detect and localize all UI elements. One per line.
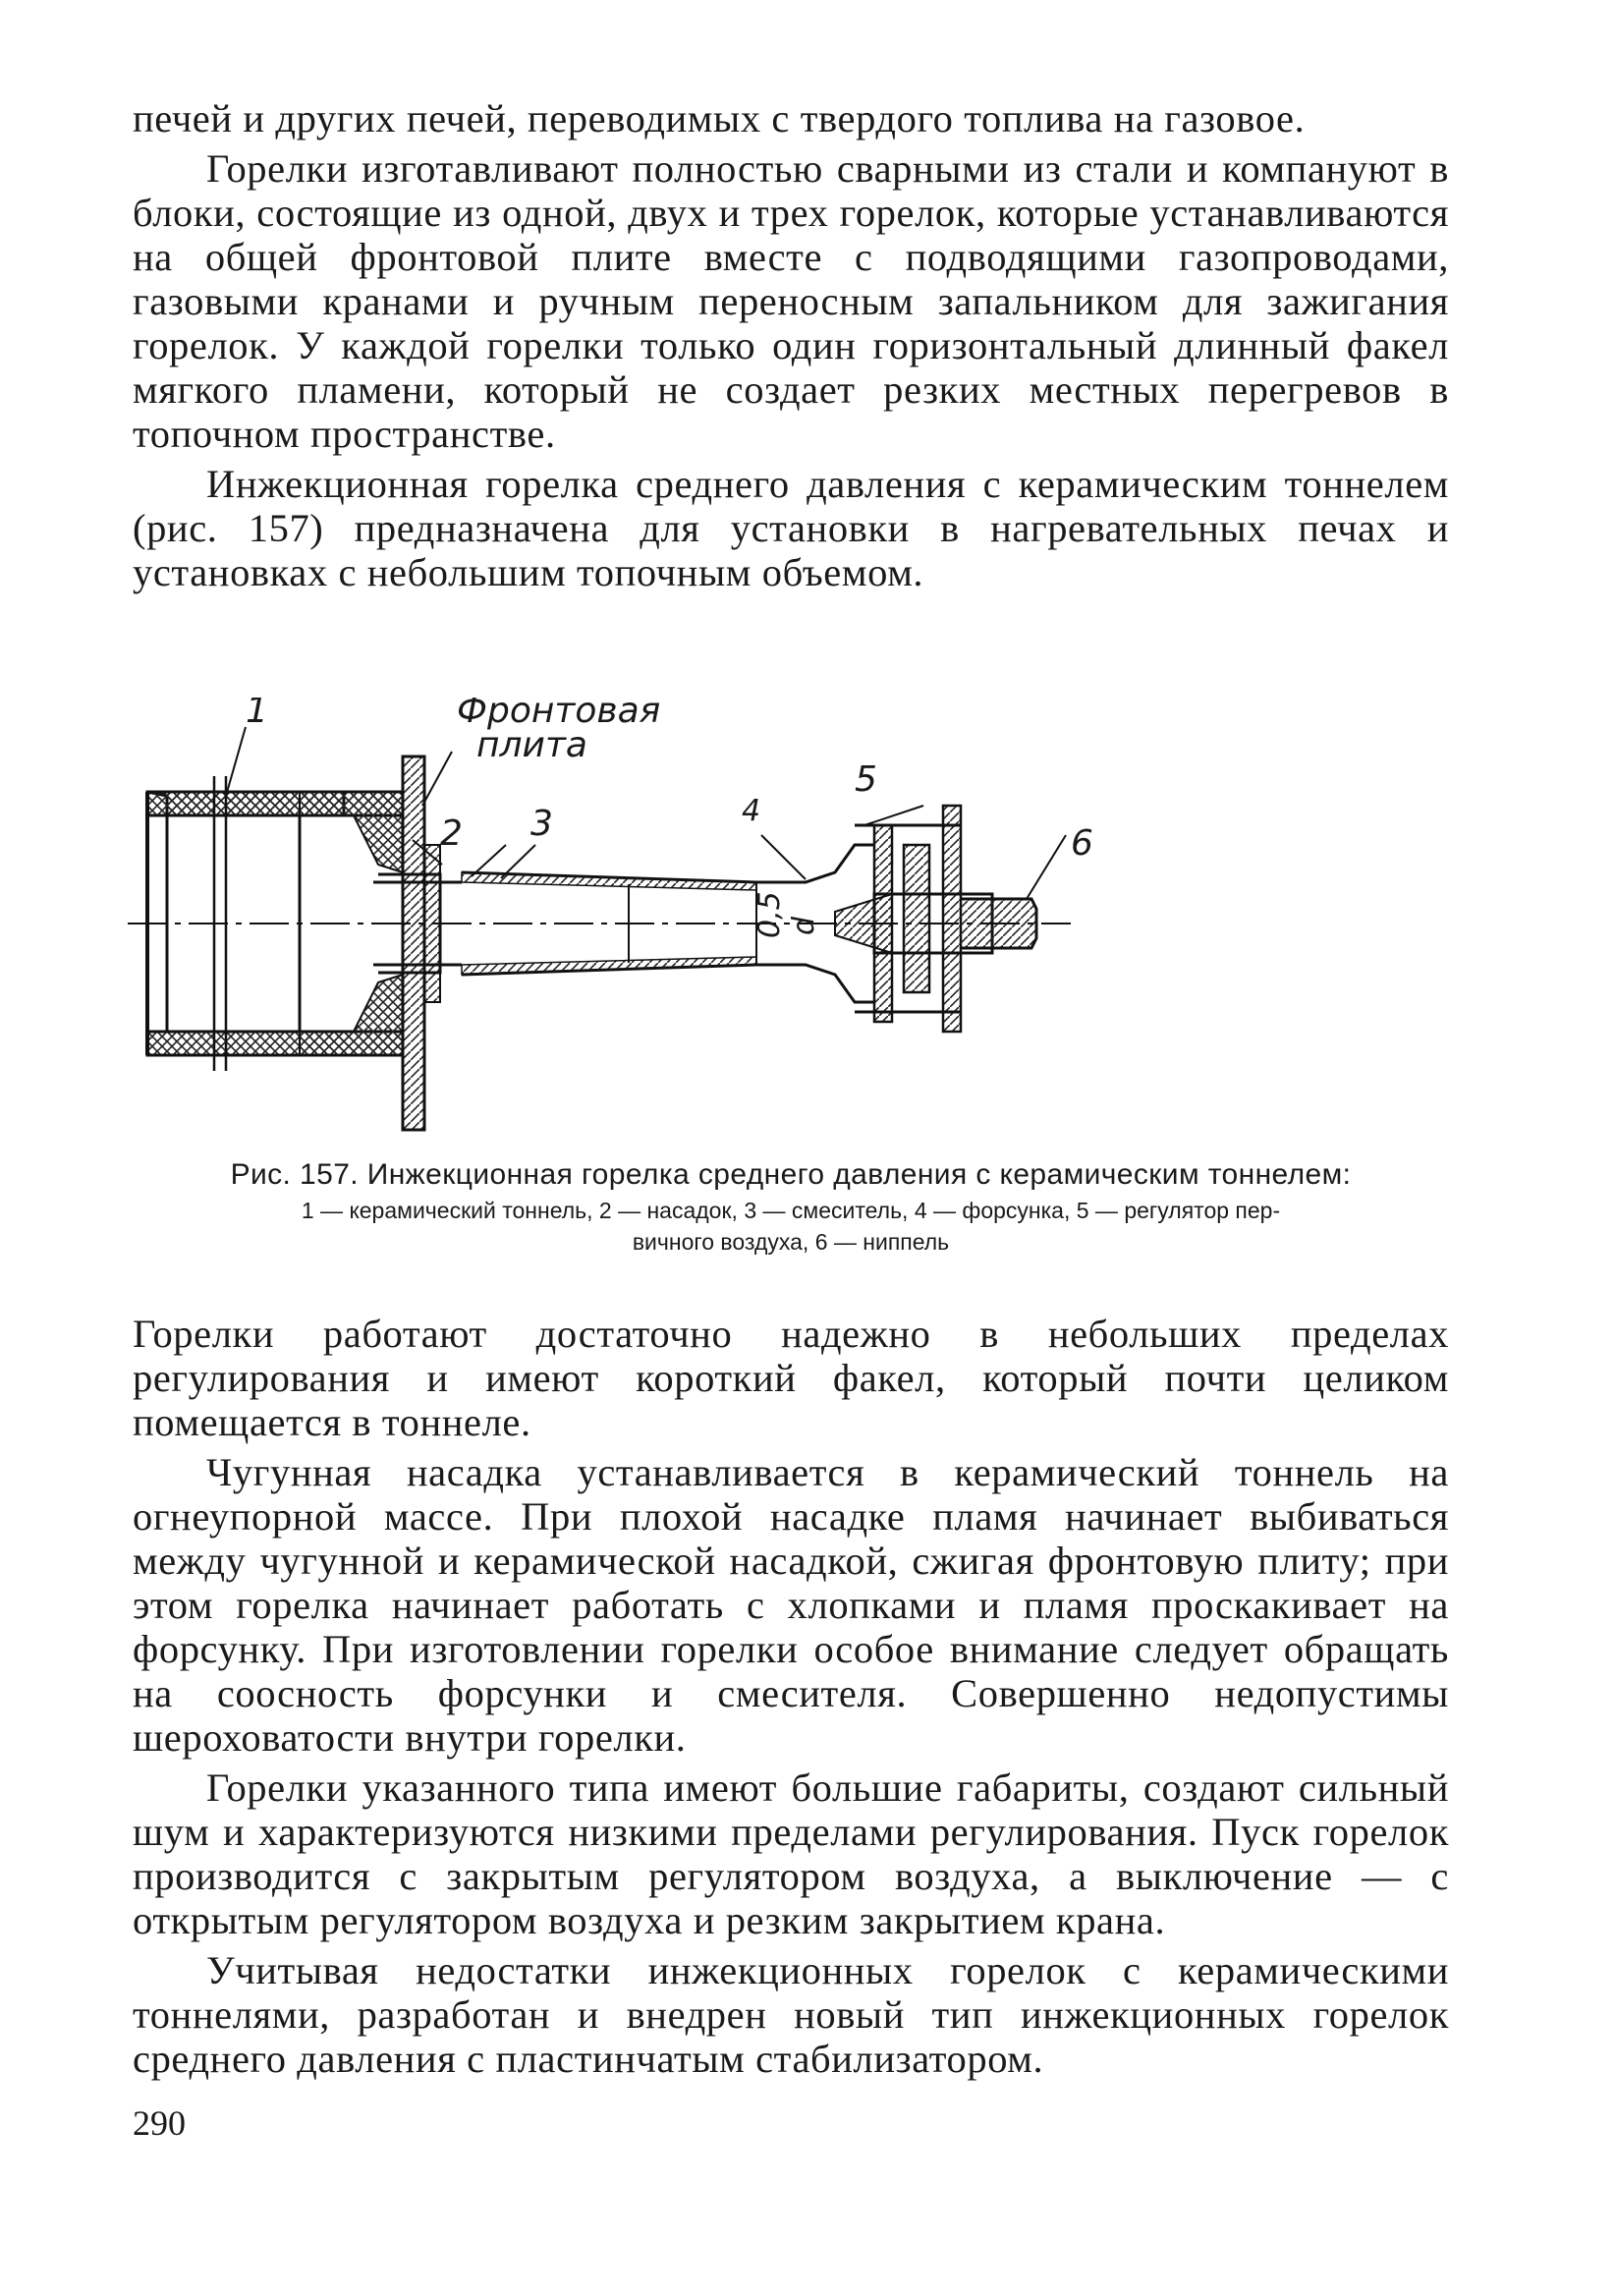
dimension-label-d: d [787,916,821,935]
figure-caption [133,1157,1449,1256]
label-front-plate-2: плита [476,725,587,765]
paragraph: печей и других печей, переводимых с твердого топлива на газовое. [133,96,1306,140]
bottom-text-block [133,1312,1449,2081]
label-6: 6 [1071,823,1093,864]
page-number: 290 [133,2103,186,2143]
label-4: 4 [742,794,761,828]
label-5: 5 [855,759,877,800]
burner-drawing [128,698,1464,1149]
paragraph: Учитывая недостатки инжекционных горелок с керамическими тоннелями, разработан и внедрен новый тип инжекционных горелок среднего давления с пластинчатым стабилизатором. [133,1948,1449,2081]
label-front-plate-1: Фронтовая [457,698,661,731]
paragraph: Чугунная насадка устанавливается в керамический тоннель на огнеупорной массе. При плохой насадке пламя начинает выбиваться между чугунной и керамической насадкой, сжигая фронтовую плиту; при этом горелка начинает работать с хлопками и пламя проскакивает на форсунку. При изготовлении горелки особое внимание следует обращать на соосность форсунки и смесителя. Совершенно недопустимы шероховатости внутри горелки. [133,1450,1449,1760]
caption-legend: 1 — керамический тоннель, 2 — насадок, 3 — смеситель, 4 — форсунка, 5 — регулятор пер- [301,1198,1281,1223]
dimension-label: 0,5 [752,891,787,938]
top-text-block [133,96,1449,594]
paragraph: Горелки указанного типа имеют большие габариты, создают сильный шум и характеризуются низкими пределами регулирования. Пуск горелок производится с закрытым регулятором воздуха, а выключение — с открытым регулятором воздуха и резким закрытием крана. [133,1765,1449,1942]
paragraph: Горелки изготавливают полностью сварными из стали и компануют в блоки, состоящие из одной, двух и трех горелок, которые устанавливаются на общей фронтовой плите вместе с подводящими газопроводами, газовыми кранами и ручным переносным запальником для зажигания горелок. У каждой горелки только один горизонтальный длинный факел мягкого пламени, который не создает резких местных перегревов в топочном пространстве. [133,146,1449,456]
paragraph: Инжекционная горелка среднего давления с керамическим тоннелем (рис. 157) предназначена для установки в нагревательных печах и установках с небольшим топочным объемом. [133,462,1449,594]
label-1: 1 [246,698,268,731]
caption-title: Рис. 157. Инжекционная горелка среднего давления с керамическим тоннелем: [230,1158,1352,1191]
caption-legend: вичного воздуха, 6 — ниппель [632,1229,950,1255]
paragraph: Горелки работают достаточно надежно в небольших пределах регулирования и имеют короткий факел, который почти целиком помещается в тоннеле. [133,1312,1449,1444]
front-plate [403,756,440,1130]
label-2: 2 [440,813,463,854]
label-3: 3 [530,804,553,844]
